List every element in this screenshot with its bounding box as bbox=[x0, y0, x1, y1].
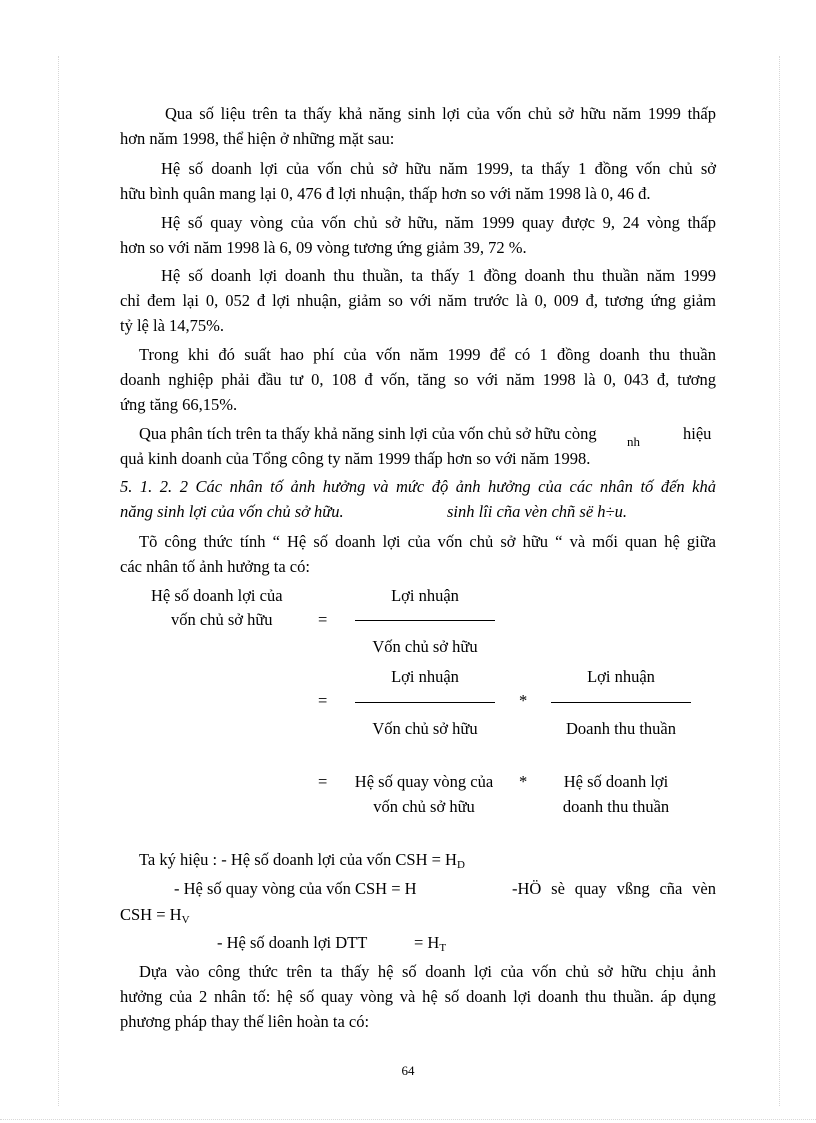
formula-equals-1: = bbox=[318, 610, 328, 629]
paragraph-7-line-1: Tõ công thức tính “ Hệ số doanh lợi của vốn chủ sở hữu “ và mối quan hệ giữa bbox=[139, 532, 716, 551]
section-heading-line-1: 5. 1. 2. 2 Các nhân tố ảnh hưởng và mức độ ảnh hưởng của các nhân tố đến khả bbox=[120, 477, 716, 496]
paragraph-6-line-1-end: hiệu bbox=[683, 424, 712, 443]
paragraph-6-line-1-start: Qua phân tích trên ta thấy khả năng sinh lợi của vốn chủ sở hữu còng bbox=[139, 424, 597, 443]
notation-garbled-text: -HÖ sè quay vßng cña vèn bbox=[512, 879, 716, 898]
paragraph-2-line-2: hữu bình quân mang lại 0, 476 đ lợi nhuận, thấp hơn so với năm 1998 là 0, 46 đ. bbox=[120, 184, 651, 203]
paragraph-1-line-2: hơn năm 1998, thể hiện ở những mặt sau: bbox=[120, 129, 395, 148]
notation-line-1: Ta ký hiệu : - Hệ số doanh lợi của vốn CSH = $H_D$ bbox=[139, 850, 465, 871]
formula-r2-numerator-a: Lợi nhuận bbox=[391, 667, 459, 686]
formula-r3-a-line-1: Hệ số quay vòng của bbox=[354, 772, 494, 791]
paragraph-5-line-2: doanh nghiệp phải đầu tư 0, 108 đ vốn, tăng so với năm 1998 là 0, 043 đ, tương bbox=[120, 370, 716, 389]
formula-r2-fraction-bar-a bbox=[355, 702, 495, 703]
section-heading-line-2: năng sinh lợi của vốn chủ sở hữu. bbox=[120, 502, 344, 521]
formula-multiply-2: * bbox=[519, 772, 528, 791]
paragraph-7-line-2: các nhân tố ảnh hưởng ta có: bbox=[120, 557, 310, 576]
closing-paragraph-line-1: Dựa vào công thức trên ta thấy hệ số doanh lợi của vốn chủ sở hữu chịu ảnh bbox=[139, 962, 716, 981]
formula-equals-2: = bbox=[318, 691, 328, 710]
formula-r1-fraction-bar bbox=[355, 620, 495, 621]
notation-line-4-value: = $H_T$ bbox=[414, 933, 447, 954]
closing-paragraph-line-2: hưởng của 2 nhân tố: hệ số quay vòng và hệ số doanh lợi doanh thu thuần. áp dụng bbox=[120, 987, 716, 1006]
paragraph-3-line-2: hơn so với năm 1998 là 6, 09 vòng tương ứng giảm 39, 72 %. bbox=[120, 238, 527, 257]
formula-r1-denominator: Vốn chủ sở hữu bbox=[372, 637, 478, 656]
notation-line-3: CSH = $H_V$ bbox=[120, 905, 190, 926]
formula-equals-3: = bbox=[318, 772, 328, 791]
paragraph-2-line-1: Hệ số doanh lợi của vốn chủ sở hữu năm 1999, ta thấy 1 đồng vốn chủ sở bbox=[161, 159, 716, 178]
paragraph-4-line-2: chỉ đem lại 0, 052 đ lợi nhuận, giảm so với năm trước là 0, 009 đ, tương ứng giảm bbox=[120, 291, 716, 310]
formula-r3-b-line-1: Hệ số doanh lợi bbox=[563, 772, 669, 791]
paragraph-3-line-1: Hệ số quay vòng của vốn chủ sở hữu, năm 1999 quay được 9, 24 vòng thấp bbox=[161, 213, 716, 232]
formula-multiply-1: * bbox=[519, 691, 528, 710]
page-bottom-rule bbox=[0, 1119, 816, 1120]
formula-r1-numerator: Lợi nhuận bbox=[391, 586, 459, 605]
notation-line-4: - Hệ số doanh lợi DTT bbox=[217, 933, 368, 952]
section-heading-garbled-text: sinh lîi cña vèn chñ së h÷u. bbox=[447, 502, 627, 521]
formula-lhs-line-1: Hệ số doanh lợi của bbox=[151, 586, 283, 605]
formula-lhs-line-2: vốn chủ sở hữu bbox=[171, 610, 273, 629]
paragraph-5-line-1: Trong khi đó suất hao phí của vốn năm 1999 để có 1 đồng doanh thu thuần bbox=[139, 345, 716, 364]
formula-r2-numerator-b: Lợi nhuận bbox=[587, 667, 655, 686]
paragraph-6-line-2: quả kinh doanh của Tổng công ty năm 1999 thấp hơn so với năm 1998. bbox=[120, 449, 591, 468]
paragraph-1-line-1: Qua số liệu trên ta thấy khả năng sinh lợi của vốn chủ sở hữu năm 1999 thấp bbox=[165, 104, 716, 123]
paragraph-4-line-3: tỷ lệ là 14,75%. bbox=[120, 316, 225, 335]
paragraph-4-line-1: Hệ số doanh lợi doanh thu thuần, ta thấy 1 đồng doanh thu thuần năm 1999 bbox=[161, 266, 716, 285]
closing-paragraph-line-3: phương pháp thay thế liên hoàn ta có: bbox=[120, 1012, 370, 1031]
formula-r3-a-line-2: vốn chủ sở hữu bbox=[373, 797, 475, 816]
page-number: 64 bbox=[401, 1063, 415, 1078]
formula-r3-b-line-2: doanh thu thuần bbox=[562, 797, 670, 816]
formula-r2-denominator-b: Doanh thu thuần bbox=[566, 719, 676, 738]
formula-r2-denominator-a: Vốn chủ sở hữu bbox=[372, 719, 478, 738]
paragraph-5-line-3: ứng tăng 66,15%. bbox=[120, 395, 238, 414]
notation-line-2: - Hệ số quay vòng của vốn CSH = H bbox=[174, 879, 417, 898]
formula-r2-fraction-bar-b bbox=[551, 702, 691, 703]
paragraph-6-line-1-misplaced: nh bbox=[627, 434, 640, 449]
